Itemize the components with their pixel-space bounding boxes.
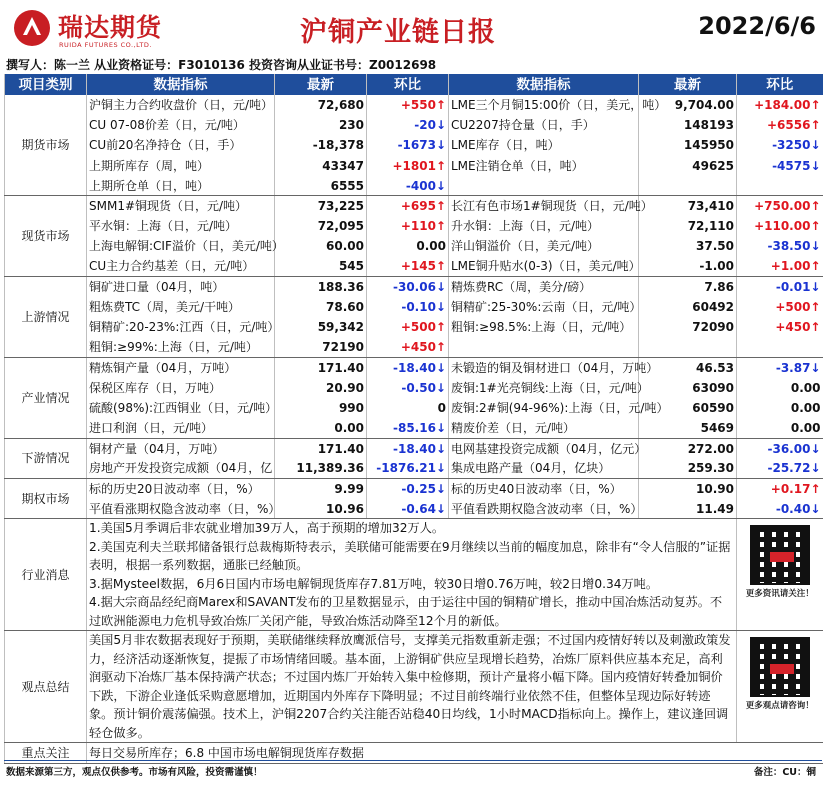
change-value: -0.10↓ [367, 297, 449, 317]
change-value: -30.06↓ [367, 277, 449, 297]
change-value: -18.40↓ [367, 438, 449, 458]
change-value-right: -3250↓ [737, 135, 823, 155]
latest-value: 10.96 [275, 499, 367, 519]
table-row [5, 156, 823, 176]
latest-value-right: 5469 [639, 418, 737, 438]
change-value: +450↑ [367, 337, 449, 357]
table-row [5, 176, 823, 196]
indicator-name-right: 废铜:2#铜(94-96%):上海（日，元/吨） [449, 398, 639, 418]
change-value: -20↓ [367, 115, 449, 135]
view-summary-row [5, 631, 823, 743]
change-value-right: -0.01↓ [737, 277, 823, 297]
change-value-right: +110.00↑ [737, 216, 823, 236]
latest-value-right: 72090 [639, 317, 737, 337]
indicator-name: 精炼铜产量（04月，万吨） [87, 357, 275, 377]
brand-logo-icon [12, 8, 52, 48]
change-value-right: +450↑ [737, 317, 823, 337]
qr-logo-icon [770, 552, 794, 562]
latest-value: 0.00 [275, 418, 367, 438]
report-date: 2022/6/6 [698, 12, 816, 40]
indicator-name: 上海电解铜:CIF溢价（日，美元/吨） [87, 236, 275, 256]
latest-value-right: 60492 [639, 297, 737, 317]
change-value-right: -25.72↓ [737, 458, 823, 478]
header-indicator-right: 数据指标 [449, 74, 639, 95]
change-value-right: +0.17↑ [737, 479, 823, 499]
latest-value: 171.40 [275, 357, 367, 377]
indicator-name: 铜精矿:20-23%:江西（日，元/吨） [87, 317, 275, 337]
latest-value-right [639, 337, 737, 357]
table-row [5, 257, 823, 277]
table-row [5, 337, 823, 357]
indicator-name: CU前20名净持仓（日，手） [87, 135, 275, 155]
latest-value: 188.36 [275, 277, 367, 297]
news-item: 3.据Mysteel数据，6月6日国内市场电解铜现货库存7.81万吨，较30日增0.76万吨，较2日增0.34万吨。 [89, 576, 659, 591]
table-row [5, 297, 823, 317]
change-value: +695↑ [367, 196, 449, 216]
news-item: 2.美国克利夫兰联邦储备银行总裁梅斯特表示，美联储可能需要在9月继续以当前的幅度加息，除非有“令人信服的”证据表明，根据一系列数据，通胀已经触顶。 [89, 539, 731, 573]
indicator-name-right: 升水铜：上海（日，元/吨） [449, 216, 639, 236]
change-value-right: -38.50↓ [737, 236, 823, 256]
category-cell: 重点关注 [5, 743, 87, 763]
category-cell: 产业情况 [5, 357, 87, 438]
change-value: -0.25↓ [367, 479, 449, 499]
latest-value-right: 7.86 [639, 277, 737, 297]
latest-value: 545 [275, 257, 367, 277]
table-row [5, 317, 823, 337]
latest-value: 78.60 [275, 297, 367, 317]
indicator-name: 硫酸(98%):江西铜业（日，元/吨） [87, 398, 275, 418]
report-header [0, 0, 826, 56]
latest-value: -18,378 [275, 135, 367, 155]
category-cell: 行业消息 [5, 519, 87, 631]
change-value: 0 [367, 398, 449, 418]
latest-value-right: 9,704.00 [639, 95, 737, 115]
table-row [5, 95, 823, 115]
view-summary-text: 美国5月非农数据表现好于预期，美联储继续释放鹰派信号，支撑美元指数重新走强；不过国内疫情好转以及刺激政策发力，经济活动逐渐恢复，提振了市场情绪回暖。基本面，上游铜矿供应呈现增长趋势，冶炼厂原料供应基本充足，高利润驱动下冶炼厂基本保持满产状态；不过国内炼厂开始转入集中检修期，预计产量将小幅下降。国内疫情好转叠加铜价下跌，下游企业逢低采购意愿增加，近期国内外库存下降明显；不过目前终端行业依然不佳，但整体呈现边际好转迹象。预计铜价震荡偏强。技术上，沪铜2207合约关注能否站稳40日均线，1小时MACD指标向上。操作上，建议逢回调轻仓做多。 [87, 631, 737, 743]
indicator-name: 房地产开发投资完成额（04月，亿 [87, 458, 275, 478]
change-value: +1801↑ [367, 156, 449, 176]
change-value: -18.40↓ [367, 357, 449, 377]
table-row [5, 357, 823, 377]
change-value-right: +184.00↑ [737, 95, 823, 115]
indicator-name: SMM1#铜现货（日，元/吨） [87, 196, 275, 216]
latest-value-right [639, 176, 737, 196]
latest-value-right: 10.90 [639, 479, 737, 499]
change-value: -1876.21↓ [367, 458, 449, 478]
latest-value: 72,095 [275, 216, 367, 236]
table-row [5, 216, 823, 236]
qr-cell [737, 631, 823, 743]
change-value-right: 0.00 [737, 398, 823, 418]
indicator-name: 标的历史20日波动率（日，%） [87, 479, 275, 499]
data-table [4, 74, 823, 764]
change-value: -85.16↓ [367, 418, 449, 438]
change-value: 0.00 [367, 236, 449, 256]
indicator-name: 平水铜：上海（日，元/吨） [87, 216, 275, 236]
header-change: 环比 [367, 74, 449, 95]
latest-value-right: -1.00 [639, 257, 737, 277]
table-header-row [5, 74, 823, 95]
change-value-right: -4575↓ [737, 156, 823, 176]
indicator-name-right: 废铜:1#光亮铜线:上海（日，元/吨） [449, 378, 639, 398]
table-row [5, 499, 823, 519]
header-latest: 最新 [275, 74, 367, 95]
latest-value-right: 72,110 [639, 216, 737, 236]
latest-value: 9.99 [275, 479, 367, 499]
change-value: -0.64↓ [367, 499, 449, 519]
category-cell: 下游情况 [5, 438, 87, 478]
indicator-name: 保税区库存（日，万吨） [87, 378, 275, 398]
latest-value: 60.00 [275, 236, 367, 256]
latest-value-right: 148193 [639, 115, 737, 135]
qr-logo-icon [770, 664, 794, 674]
change-value-right: +750.00↑ [737, 196, 823, 216]
qr-cell [737, 519, 823, 631]
table-row [5, 438, 823, 458]
change-value-right: 0.00 [737, 378, 823, 398]
focus-text: 每日交易所库存；6.8 中国市场电解铜现货库存数据 [87, 743, 823, 763]
change-value: +550↑ [367, 95, 449, 115]
change-value: +500↑ [367, 317, 449, 337]
table-row [5, 236, 823, 256]
indicator-name-right: LME注销仓单（日，吨） [449, 156, 639, 176]
header-indicator: 数据指标 [87, 74, 275, 95]
table-row [5, 458, 823, 478]
header-change-right: 环比 [737, 74, 823, 95]
latest-value-right: 37.50 [639, 236, 737, 256]
latest-value: 72,680 [275, 95, 367, 115]
change-value-right: -0.40↓ [737, 499, 823, 519]
header-latest-right: 最新 [639, 74, 737, 95]
table-row [5, 115, 823, 135]
indicator-name-right: LME库存（日，吨） [449, 135, 639, 155]
brand-name-cn: 瑞达期货 [58, 13, 163, 42]
indicator-name: 上期所库存（周，吨） [87, 156, 275, 176]
change-value-right [737, 337, 823, 357]
change-value: +145↑ [367, 257, 449, 277]
indicator-name: 平值看涨期权隐含波动率（日，%） [87, 499, 275, 519]
indicator-name-right [449, 337, 639, 357]
table-row [5, 378, 823, 398]
table-row [5, 479, 823, 499]
category-cell: 观点总结 [5, 631, 87, 743]
qr-caption: 更多观点请咨询！ [745, 701, 814, 712]
indicator-name-right: 洋山铜溢价（日，美元/吨） [449, 236, 639, 256]
indicator-name-right: 长江有色市场1#铜现货（日，元/吨） [449, 196, 639, 216]
change-value: -400↓ [367, 176, 449, 196]
indicator-name: 粗铜:≥99%:上海（日，元/吨） [87, 337, 275, 357]
brand-name-en: RUIDA FUTURES CO.,LTD. [59, 41, 152, 49]
indicator-name: CU 07-08价差（日，元/吨） [87, 115, 275, 135]
change-value-right: +500↑ [737, 297, 823, 317]
latest-value: 59,342 [275, 317, 367, 337]
latest-value: 43347 [275, 156, 367, 176]
author-line: 撰写人：陈一兰 从业资格证号：F3010136 投资咨询从业证书号：Z0012698 [6, 58, 437, 72]
table-row [5, 398, 823, 418]
news-item: 1.美国5月季调后非农就业增加39万人，高于预期的增加32万人。 [89, 521, 445, 536]
latest-value: 171.40 [275, 438, 367, 458]
indicator-name: 上期所仓单（日，吨） [87, 176, 275, 196]
change-value-right [737, 176, 823, 196]
latest-value: 11,389.36 [275, 458, 367, 478]
indicator-name-right: 电网基建投资完成额（04月，亿元） [449, 438, 639, 458]
indicator-name-right: LME三个月铜15:00价（日，美元，吨） [449, 95, 639, 115]
indicator-name-right: LME铜升贴水(0-3)（日，美元/吨） [449, 257, 639, 277]
qr-code-icon[interactable] [750, 637, 810, 697]
change-value-right: -3.87↓ [737, 357, 823, 377]
indicator-name-right [449, 176, 639, 196]
table-row [5, 135, 823, 155]
indicator-name-right: 平值看跌期权隐含波动率（日，%） [449, 499, 639, 519]
industry-news-row [5, 519, 823, 631]
report-title: 沪铜产业链日报 [300, 17, 496, 48]
category-cell: 期权市场 [5, 479, 87, 519]
indicator-name: 进口利润（日，元/吨） [87, 418, 275, 438]
indicator-name-right: 精炼费RC（周，美分/磅） [449, 277, 639, 297]
footer-divider [4, 760, 822, 761]
change-value-right: +6556↑ [737, 115, 823, 135]
change-value-right: 0.00 [737, 418, 823, 438]
news-item: 4.据大宗商品经纪商Marex和SAVANT发布的卫星数据显示，由于运往中国的铜精矿增长，推动中国冶炼活动复苏。不过欧洲能源电力危机导致冶炼厂关闭产能，导致冶炼活动降至12个月的新低。 [89, 595, 723, 628]
table-body [5, 95, 823, 763]
industry-news-text [87, 519, 737, 631]
latest-value: 20.90 [275, 378, 367, 398]
latest-value-right: 46.53 [639, 357, 737, 377]
qr-caption: 更多资讯请关注！ [745, 589, 814, 600]
latest-value: 230 [275, 115, 367, 135]
latest-value-right: 73,410 [639, 196, 737, 216]
change-value-right: -36.00↓ [737, 438, 823, 458]
latest-value: 6555 [275, 176, 367, 196]
latest-value-right: 272.00 [639, 438, 737, 458]
change-value-right: +1.00↑ [737, 257, 823, 277]
change-value: -1673↓ [367, 135, 449, 155]
indicator-name: 沪铜主力合约收盘价（日，元/吨） [87, 95, 275, 115]
latest-value-right: 11.49 [639, 499, 737, 519]
footer-note: 备注：CU：铜 [753, 767, 816, 778]
table-row [5, 196, 823, 216]
latest-value: 72190 [275, 337, 367, 357]
latest-value: 990 [275, 398, 367, 418]
change-value: +110↑ [367, 216, 449, 236]
latest-value-right: 60590 [639, 398, 737, 418]
table-row [5, 277, 823, 297]
indicator-name: CU主力合约基差（日，元/吨） [87, 257, 275, 277]
header-category: 项目类别 [5, 74, 87, 95]
change-value: -0.50↓ [367, 378, 449, 398]
indicator-name-right: 集成电路产量（04月，亿块） [449, 458, 639, 478]
latest-value: 73,225 [275, 196, 367, 216]
qr-code-icon[interactable] [750, 525, 810, 585]
indicator-name-right: 未锻造的铜及铜材进口（04月，万吨） [449, 357, 639, 377]
latest-value-right: 63090 [639, 378, 737, 398]
indicator-name: 铜材产量（04月，万吨） [87, 438, 275, 458]
footer-disclaimer: 数据来源第三方，观点仅供参考。市场有风险，投资需谨慎！ [6, 767, 263, 778]
table-row [5, 418, 823, 438]
brand-logo [12, 6, 202, 52]
indicator-name-right: 精废价差（日，元/吨） [449, 418, 639, 438]
indicator-name-right: CU2207持仓量（日，手） [449, 115, 639, 135]
latest-value-right: 259.30 [639, 458, 737, 478]
indicator-name-right: 标的历史40日波动率（日，%） [449, 479, 639, 499]
category-cell: 期货市场 [5, 95, 87, 196]
category-cell: 上游情况 [5, 277, 87, 358]
indicator-name: 铜矿进口量（04月，吨） [87, 277, 275, 297]
latest-value-right: 49625 [639, 156, 737, 176]
latest-value-right: 145950 [639, 135, 737, 155]
indicator-name: 粗炼费TC（周，美元/干吨） [87, 297, 275, 317]
indicator-name-right: 铜精矿:25-30%:云南（日，元/吨） [449, 297, 639, 317]
category-cell: 现货市场 [5, 196, 87, 277]
indicator-name-right: 粗铜:≥98.5%:上海（日，元/吨） [449, 317, 639, 337]
